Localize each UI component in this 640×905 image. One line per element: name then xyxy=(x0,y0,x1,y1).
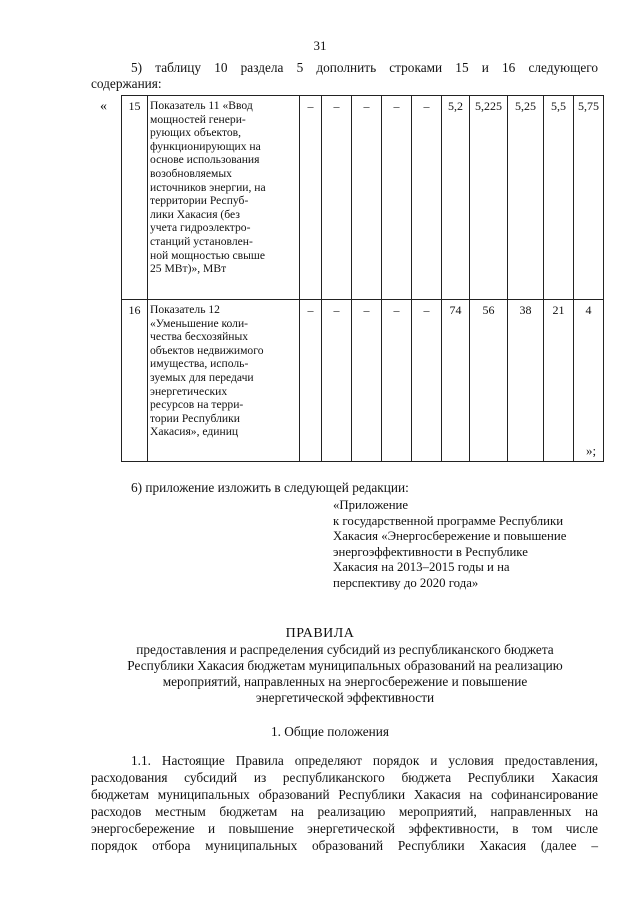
table-cell: – xyxy=(382,96,412,300)
table-cell: 5,2 xyxy=(442,96,470,300)
rules-title: ПРАВИЛА xyxy=(285,626,355,641)
row-number: 16 xyxy=(122,300,148,462)
table-cell: 5,75 xyxy=(574,96,604,300)
table-cell: 56 xyxy=(470,300,508,462)
table-cell: – xyxy=(300,300,322,462)
table-row xyxy=(122,300,604,462)
row-description: Показатель 11 «Ввод мощностей генери- рующих объектов, функционирующих на основе использования возобновляемых источников энергии, на территории Респуб- лики Хакасия (без учета гидроэлектро- станций установлен- ной мощностью свыше 25 МВт)», МВт xyxy=(148,96,300,300)
intro-line-2: содержания: xyxy=(91,76,162,91)
table-cell: – xyxy=(382,300,412,462)
table-cell: 5,225 xyxy=(470,96,508,300)
table-cell: – xyxy=(352,300,382,462)
table-cell: – xyxy=(412,300,442,462)
indicators-table xyxy=(121,95,604,462)
item-6: 6) приложение изложить в следующей редакции: xyxy=(131,480,409,495)
table-cell: 38 xyxy=(508,300,544,462)
intro-line-1: 5) таблицу 10 раздела 5 дополнить строками 15 и 16 следующего xyxy=(131,60,598,75)
body-paragraph: 1.1. Настоящие Правила определяют порядок и условия предоставления, расходования субсидий из республиканского бюджета Республики Хакасия бюджетам муниципальных образований Республики Хакасия на софинансирование расходов местным бюджетам на реализацию мероприятий, направленных на энергосбережение и повышение энергетической эффективности, в том числе порядок отбора муниципальных образований Республики Хакасия (далее – xyxy=(91,753,598,853)
rules-subtitle: предоставления и распределения субсидий из республиканского бюджета Республики Хакасия бюджетам муниципальных образований на реализацию мероприятий, направленных на энергосбережение и повышение энергетической эффективности xyxy=(127,642,563,705)
table-cell: 5,25 xyxy=(508,96,544,300)
table-cell: 4 xyxy=(574,300,604,462)
table-cell: – xyxy=(352,96,382,300)
table-cell: 74 xyxy=(442,300,470,462)
table-cell: – xyxy=(322,300,352,462)
table-cell: – xyxy=(300,96,322,300)
table-cell: – xyxy=(322,96,352,300)
table-cell: 5,5 xyxy=(544,96,574,300)
appendix-header: «Приложение к государственной программе Республики Хакасия «Энергосбережение и повышение энергоэффективности в Республике Хакасия на 2013–2015 годы и на перспективу до 2020 года» xyxy=(333,498,567,590)
table-quote-open: « xyxy=(100,99,107,114)
table-quote-close: »; xyxy=(586,443,597,458)
row-description: Показатель 12 «Уменьшение коли- чества бесхозяйных объектов недвижимого имущества, исполь- зуемых для передачи энергетических ресурсов на терри- тории Республики Хакасия», единиц xyxy=(148,300,300,462)
table-cell: – xyxy=(412,96,442,300)
section-heading: 1. Общие положения xyxy=(270,724,390,739)
row-number: 15 xyxy=(122,96,148,300)
table-cell: 21 xyxy=(544,300,574,462)
page-number: 31 xyxy=(313,38,327,53)
table-row xyxy=(122,96,604,300)
